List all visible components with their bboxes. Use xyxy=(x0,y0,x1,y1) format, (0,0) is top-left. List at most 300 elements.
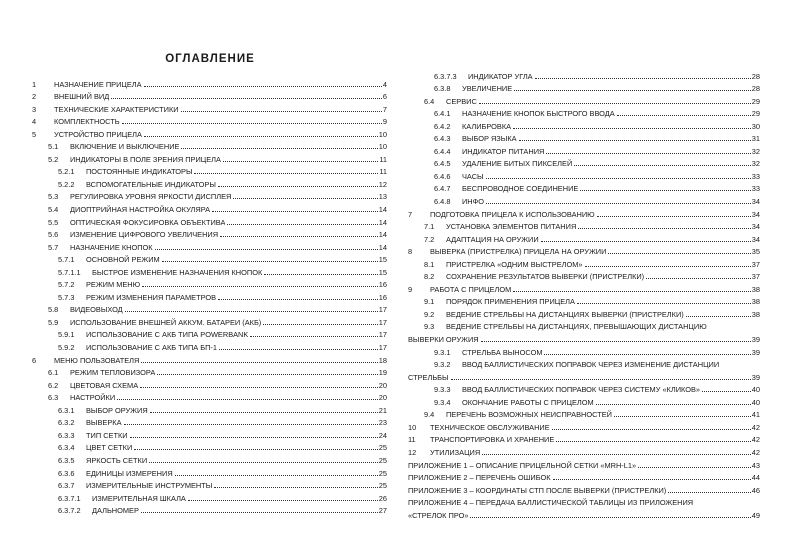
toc-entry-number: 10 xyxy=(408,422,417,432)
toc-page-number: 24 xyxy=(378,430,387,440)
toc-entry[interactable] xyxy=(32,314,387,327)
toc-entry-title: ЦВЕТОВАЯ СХЕМА xyxy=(70,380,139,390)
toc-entry-title: СТРЕЛЬБЫ xyxy=(408,372,449,382)
toc-entry-title: ПРИЛОЖЕНИЕ 2 – ПЕРЕЧЕНЬ ОШИБОК xyxy=(408,473,551,483)
toc-entry-title: УДАЛЕНИЕ БИТЫХ ПИКСЕЛЕЙ xyxy=(462,159,573,169)
toc-entry[interactable] xyxy=(32,101,387,114)
toc-entry-title: ОСНОВНОЙ РЕЖИМ xyxy=(86,255,160,265)
toc-dot-leader xyxy=(481,341,751,342)
toc-entry[interactable] xyxy=(32,440,387,453)
toc-entry[interactable] xyxy=(32,176,387,189)
toc-entry[interactable] xyxy=(408,394,760,407)
toc-entry-title: ЕДИНИЦЫ ИЗМЕРЕНИЯ xyxy=(86,468,173,478)
toc-page-number: 17 xyxy=(378,317,387,327)
toc-entry-number: 4 xyxy=(32,117,37,127)
toc-dot-leader xyxy=(212,211,378,212)
toc-entry-title: ПЕРЕЧЕНЬ ВОЗМОЖНЫХ НЕИСПРАВНОСТЕЙ xyxy=(446,410,612,420)
toc-entry-number: 6.4 xyxy=(424,96,435,106)
toc-entry[interactable] xyxy=(408,319,760,332)
toc-dot-leader xyxy=(546,153,750,154)
toc-entry-title: НАЗНАЧЕНИЕ КНОПОК БЫСТРОГО ВВОДА xyxy=(462,109,615,119)
toc-dot-leader xyxy=(140,387,378,388)
toc-dot-leader xyxy=(155,249,378,250)
toc-page-number: 33 xyxy=(751,171,760,181)
toc-entry[interactable] xyxy=(408,331,760,344)
toc-entry[interactable] xyxy=(32,339,387,352)
toc-entry[interactable] xyxy=(32,227,387,240)
toc-entry[interactable] xyxy=(32,277,387,290)
toc-page-number: 25 xyxy=(378,481,387,491)
toc-dot-leader xyxy=(130,437,378,438)
toc-dot-leader xyxy=(513,291,751,292)
toc-dot-leader xyxy=(218,299,378,300)
toc-page-number: 19 xyxy=(378,368,387,378)
toc-dot-leader xyxy=(181,111,382,112)
toc-entry-title: ВЫБОР ЯЗЫКА xyxy=(462,134,517,144)
toc-entry-title: ИНДИКАТОР УГЛА xyxy=(468,71,533,81)
toc-entry-number: 6.1 xyxy=(48,368,59,378)
toc-entry[interactable] xyxy=(32,327,387,340)
toc-page-number: 28 xyxy=(751,84,760,94)
toc-entry-title: ВВОД БАЛЛИСТИЧЕСКИХ ПОПРАВОК ЧЕРЕЗ СИСТЕМУ «КЛИКОВ» xyxy=(462,385,701,395)
toc-entry[interactable] xyxy=(408,131,760,144)
toc-entry-number: 9.3.1 xyxy=(434,347,451,357)
toc-entry-title: ВИДЕОВЫХОД xyxy=(70,305,123,315)
toc-entry-number: 5.9.2 xyxy=(58,343,75,353)
toc-entry-number: 6 xyxy=(32,355,37,365)
toc-entry-number: 5.8 xyxy=(48,305,59,315)
toc-page-number: 39 xyxy=(751,335,760,345)
toc-entry-title: АДАПТАЦИЯ НА ОРУЖИИ xyxy=(446,234,539,244)
toc-dot-leader xyxy=(124,424,378,425)
toc-dot-leader xyxy=(519,140,751,141)
toc-entry[interactable] xyxy=(408,168,760,181)
toc-entry-number: 9.2 xyxy=(424,309,435,319)
toc-dot-leader xyxy=(535,78,751,79)
toc-entry[interactable] xyxy=(32,201,387,214)
toc-entry[interactable] xyxy=(408,407,760,420)
toc-page-number: 39 xyxy=(751,372,760,382)
toc-page-number: 40 xyxy=(751,385,760,395)
toc-dot-leader xyxy=(227,224,377,225)
toc-entry[interactable] xyxy=(408,118,760,131)
toc-entry[interactable] xyxy=(408,181,760,194)
toc-page-number: 34 xyxy=(751,197,760,207)
toc-entry-number: 6.2 xyxy=(48,380,59,390)
toc-page-number: 13 xyxy=(378,192,387,202)
toc-page-number: 26 xyxy=(378,493,387,503)
toc-page-number: 10 xyxy=(378,129,387,139)
toc-entry[interactable] xyxy=(32,252,387,265)
toc-dot-leader xyxy=(577,303,751,304)
toc-entry[interactable] xyxy=(408,382,760,395)
toc-entry-number: 5.2.1 xyxy=(58,167,75,177)
toc-page-number: 49 xyxy=(751,510,760,520)
toc-entry-title: ВЕДЕНИЕ СТРЕЛЬБЫ НА ДИСТАНЦИЯХ, ПРЕВЫШАЮЩИХ ДИСТАНЦИЮ xyxy=(446,322,707,332)
toc-entry[interactable] xyxy=(408,482,760,495)
toc-entry-number: 9.1 xyxy=(424,297,435,307)
toc-entry[interactable] xyxy=(32,352,387,365)
toc-entry-title: ЧАСЫ xyxy=(462,171,484,181)
toc-entry-title: ПОСТОЯННЫЕ ИНДИКАТОРЫ xyxy=(86,167,193,177)
toc-page-number: 14 xyxy=(378,217,387,227)
toc-entry-number: 6.3.6 xyxy=(58,468,75,478)
toc-entry-number: 5.7.3 xyxy=(58,292,75,302)
toc-page-number: 38 xyxy=(751,309,760,319)
toc-page-number: 15 xyxy=(378,255,387,265)
toc-dot-leader xyxy=(111,98,382,99)
toc-entry[interactable] xyxy=(408,244,760,257)
toc-dot-leader xyxy=(175,475,378,476)
toc-dot-leader xyxy=(134,449,377,450)
toc-dot-leader xyxy=(479,103,751,104)
toc-entry-title: ДИОПТРИЙНАЯ НАСТРОЙКА ОКУЛЯРА xyxy=(70,205,211,215)
toc-dot-leader xyxy=(574,165,750,166)
toc-entry-number: 11 xyxy=(408,435,416,445)
toc-dot-leader xyxy=(142,286,378,287)
toc-entry-title: ИЗМЕРИТЕЛЬНАЯ ШКАЛА xyxy=(92,493,186,503)
toc-entry[interactable] xyxy=(408,68,760,81)
toc-entry-number: 5.2.2 xyxy=(58,179,75,189)
toc-entry-title: НАЗНАЧЕНИЕ ПРИЦЕЛА xyxy=(54,79,142,89)
toc-entry[interactable] xyxy=(32,365,387,378)
toc-page-number: 14 xyxy=(378,242,387,252)
toc-entry-title: ПРИЛОЖЕНИЕ 1 – ОПИСАНИЕ ПРИЦЕЛЬНОЙ СЕТКИ «MRH-L1» xyxy=(408,460,637,470)
toc-entry[interactable] xyxy=(32,377,387,390)
toc-entry-title: ТЕХНИЧЕСКОЕ ОБСЛУЖИВАНИЕ xyxy=(430,422,550,432)
toc-entry-title: КАЛИБРОВКА xyxy=(462,121,512,131)
toc-page-number: 42 xyxy=(751,447,760,457)
toc-entry[interactable] xyxy=(32,139,387,152)
toc-page-number: 15 xyxy=(378,267,387,277)
toc-page-number: 4 xyxy=(382,79,387,89)
toc-dot-leader xyxy=(552,429,751,430)
toc-entry[interactable] xyxy=(408,357,760,370)
toc-dot-leader xyxy=(157,374,377,375)
toc-entry-title: ДАЛЬНОМЕР xyxy=(92,506,139,516)
toc-dot-leader xyxy=(486,178,751,179)
toc-page-number: 6 xyxy=(382,92,387,102)
toc-entry[interactable] xyxy=(408,156,760,169)
toc-page-number: 35 xyxy=(751,247,760,257)
toc-entry-title: СТРЕЛЬБА ВЫНОСОМ xyxy=(462,347,543,357)
toc-entry-title: МЕНЮ ПОЛЬЗОВАТЕЛЯ xyxy=(54,355,140,365)
toc-entry-title: РЕЖИМ ТЕПЛОВИЗОРА xyxy=(70,368,156,378)
toc-entry[interactable] xyxy=(32,415,387,428)
toc-page-number: 21 xyxy=(378,405,387,415)
toc-entry-number: 6.3.7.1 xyxy=(58,493,81,503)
toc-entry[interactable] xyxy=(32,289,387,302)
toc-dot-leader xyxy=(188,500,378,501)
toc-entry-number: 7.1 xyxy=(424,222,435,232)
toc-dot-leader xyxy=(219,349,378,350)
toc-dot-leader xyxy=(608,253,750,254)
toc-entry-title: РАБОТА С ПРИЦЕЛОМ xyxy=(430,284,512,294)
toc-page-number: 39 xyxy=(751,347,760,357)
toc-page-number: 7 xyxy=(382,104,387,114)
toc-entry[interactable] xyxy=(408,432,760,445)
toc-entry-number: 6.3.5 xyxy=(58,455,75,465)
toc-entry[interactable] xyxy=(408,457,760,470)
toc-page-number: 23 xyxy=(378,418,387,428)
toc-entry-number: 6.4.3 xyxy=(434,134,451,144)
toc-entry-title: ЯРКОСТЬ СЕТКИ xyxy=(86,455,148,465)
toc-entry-title: СЕРВИС xyxy=(446,96,477,106)
toc-entry-number: 9.4 xyxy=(424,410,435,420)
toc-entry[interactable] xyxy=(32,76,387,89)
toc-page-number: 37 xyxy=(751,272,760,282)
toc-entry[interactable] xyxy=(32,151,387,164)
toc-page-number: 38 xyxy=(751,284,760,294)
toc-entry[interactable] xyxy=(32,164,387,177)
toc-dot-leader xyxy=(214,487,377,488)
toc-page-number: 37 xyxy=(751,259,760,269)
toc-dot-leader xyxy=(482,454,751,455)
toc-entry-number: 6.3.8 xyxy=(434,84,451,94)
toc-dot-leader xyxy=(578,228,750,229)
toc-entry-title: ИСПОЛЬЗОВАНИЕ С АКБ ТИПА POWERBANK xyxy=(86,330,249,340)
toc-entry-number: 6.3.3 xyxy=(58,430,75,440)
toc-page-number: 41 xyxy=(751,410,760,420)
toc-entry-number: 6.3.2 xyxy=(58,418,75,428)
toc-entry-title: ВВОД БАЛЛИСТИЧЕСКИХ ПОПРАВОК ЧЕРЕЗ ИЗМЕНЕНИЕ ДИСТАНЦИИ xyxy=(462,360,720,370)
toc-dot-leader xyxy=(181,148,377,149)
toc-entry[interactable] xyxy=(32,478,387,491)
toc-dot-leader xyxy=(646,278,751,279)
toc-entry[interactable] xyxy=(408,281,760,294)
toc-entry[interactable] xyxy=(32,490,387,503)
toc-entry[interactable] xyxy=(408,369,760,382)
toc-dot-leader xyxy=(250,336,377,337)
toc-entry-number: 5.7.1 xyxy=(58,255,75,265)
toc-entry[interactable] xyxy=(408,231,760,244)
toc-entry-title: НАЗНАЧЕНИЕ КНОПОК xyxy=(70,242,153,252)
toc-entry[interactable] xyxy=(32,214,387,227)
toc-entry-number: 9.3 xyxy=(424,322,435,332)
toc-entry-number: 5.7 xyxy=(48,242,59,252)
toc-entry-number: 7 xyxy=(408,209,413,219)
toc-entry[interactable] xyxy=(408,470,760,483)
toc-page-number: 29 xyxy=(751,96,760,106)
toc-entry-title: БЕСПРОВОДНОЕ СОЕДИНЕНИЕ xyxy=(462,184,579,194)
toc-dot-leader xyxy=(541,241,751,242)
toc-page-number: 17 xyxy=(378,305,387,315)
toc-page-number: 29 xyxy=(751,109,760,119)
toc-dot-leader xyxy=(233,198,377,199)
toc-entry-number: 6.3.7.2 xyxy=(58,506,81,516)
toc-entry-title: ИНФО xyxy=(462,197,485,207)
toc-entry-title: ПРИЛОЖЕНИЕ 4 – ПЕРЕДАЧА БАЛЛИСТИЧЕСКОЙ ТАБЛИЦЫ ИЗ ПРИЛОЖЕНИЯ xyxy=(408,498,694,508)
toc-dot-leader xyxy=(263,324,377,325)
toc-entry-number: 9 xyxy=(408,284,413,294)
toc-page-number: 9 xyxy=(382,117,387,127)
toc-entry[interactable] xyxy=(408,206,760,219)
toc-entry-title: ПОРЯДОК ПРИМЕНЕНИЯ ПРИЦЕЛА xyxy=(446,297,575,307)
toc-entry-number: 5.7.2 xyxy=(58,280,75,290)
toc-entry-title: ВЕДЕНИЕ СТРЕЛЬБЫ НА ДИСТАНЦИЯХ ВЫВЕРКИ (ПРИСТРЕЛКИ) xyxy=(446,309,684,319)
toc-entry-number: 9.3.3 xyxy=(434,385,451,395)
toc-dot-leader xyxy=(451,379,751,380)
toc-entry-title: РЕГУЛИРОВКА УРОВНЯ ЯРКОСТИ ДИСПЛЕЯ xyxy=(70,192,232,202)
toc-entry-title: ИЗМЕРИТЕЛЬНЫЕ ИНСТРУМЕНТЫ xyxy=(86,481,213,491)
toc-page-number: 20 xyxy=(378,380,387,390)
toc-entry-title: НАСТРОЙКИ xyxy=(70,393,116,403)
toc-page-number: 14 xyxy=(378,205,387,215)
toc-entry-title: СОХРАНЕНИЕ РЕЗУЛЬТАТОВ ВЫВЕРКИ (ПРИСТРЕЛКИ) xyxy=(446,272,645,282)
toc-page-number: 27 xyxy=(378,506,387,516)
toc-entry-number: 2 xyxy=(32,92,37,102)
toc-entry-number: 5.4 xyxy=(48,205,59,215)
toc-entry[interactable] xyxy=(32,189,387,202)
toc-entry-number: 9.3.2 xyxy=(434,360,451,370)
toc-page-number: 43 xyxy=(751,460,760,470)
toc-dot-leader xyxy=(638,467,751,468)
toc-dot-leader xyxy=(614,416,751,417)
toc-entry[interactable] xyxy=(32,465,387,478)
toc-dot-leader xyxy=(122,123,382,124)
toc-entry-number: 6.3.1 xyxy=(58,405,75,415)
toc-entry[interactable] xyxy=(32,89,387,102)
toc-entry-number: 6.3 xyxy=(48,393,59,403)
toc-entry[interactable] xyxy=(32,302,387,315)
toc-entry[interactable] xyxy=(408,81,760,94)
toc-entry[interactable] xyxy=(408,419,760,432)
toc-dot-leader xyxy=(585,266,751,267)
toc-entry-number: 5.3 xyxy=(48,192,59,202)
toc-entry-number: 6.3.7.3 xyxy=(434,71,457,81)
toc-page-number: 14 xyxy=(378,230,387,240)
toc-entry-title: ТИП СЕТКИ xyxy=(86,430,128,440)
toc-entry[interactable] xyxy=(408,106,760,119)
toc-dot-leader xyxy=(141,512,378,513)
toc-entry-number: 5.2 xyxy=(48,154,59,164)
toc-dot-leader xyxy=(264,274,378,275)
toc-entry-number: 6.4.2 xyxy=(434,121,451,131)
toc-entry-number: 6.4.5 xyxy=(434,159,451,169)
toc-entry[interactable] xyxy=(408,507,760,520)
toc-entry[interactable] xyxy=(408,444,760,457)
toc-dot-leader xyxy=(220,236,378,237)
toc-dot-leader xyxy=(117,399,378,400)
toc-entry[interactable] xyxy=(32,264,387,277)
toc-page-number: 32 xyxy=(751,159,760,169)
toc-dot-leader xyxy=(556,441,750,442)
toc-entry-title: ВЫВЕРКИ ОРУЖИЯ xyxy=(408,335,479,345)
page-title: ОГЛАВЛЕНИЕ xyxy=(165,53,255,65)
toc-entry-number: 5 xyxy=(32,129,37,139)
toc-page-number: 28 xyxy=(751,71,760,81)
toc-entry-title: УСТАНОВКА ЭЛЕМЕНТОВ ПИТАНИЯ xyxy=(446,222,577,232)
toc-entry-title: ВКЛЮЧЕНИЕ И ВЫКЛЮЧЕНИЕ xyxy=(70,142,180,152)
toc-entry-number: 7.2 xyxy=(424,234,435,244)
toc-entry-number: 5.9 xyxy=(48,317,59,327)
toc-entry[interactable] xyxy=(32,126,387,139)
toc-entry[interactable] xyxy=(32,390,387,403)
toc-entry[interactable] xyxy=(408,193,760,206)
toc-dot-leader xyxy=(218,186,378,187)
toc-page-number: 38 xyxy=(751,297,760,307)
toc-dot-leader xyxy=(513,128,751,129)
toc-page-number: 11 xyxy=(379,154,387,164)
toc-entry-title: ИНДИКАТОРЫ В ПОЛЕ ЗРЕНИЯ ПРИЦЕЛА xyxy=(70,154,221,164)
toc-entry[interactable] xyxy=(408,306,760,319)
toc-page-number: 46 xyxy=(751,485,760,495)
toc-entry-title: ТЕХНИЧЕСКИЕ ХАРАКТЕРИСТИКИ xyxy=(54,104,179,114)
toc-entry-title: УТИЛИЗАЦИЯ xyxy=(430,447,481,457)
toc-entry[interactable] xyxy=(408,269,760,282)
toc-dot-leader xyxy=(514,90,751,91)
toc-entry-title: УВЕЛИЧЕНИЕ xyxy=(462,84,513,94)
toc-entry-number: 3 xyxy=(32,104,37,114)
toc-page-number: 11 xyxy=(379,167,387,177)
toc-entry[interactable] xyxy=(32,402,387,415)
toc-entry-number: 12 xyxy=(408,447,417,457)
toc-entry-number: 9.3.4 xyxy=(434,397,451,407)
toc-entry-number: 5.6 xyxy=(48,230,59,240)
toc-entry-title: ИЗМЕНЕНИЕ ЦИФРОВОГО УВЕЛИЧЕНИЯ xyxy=(70,230,219,240)
toc-entry[interactable] xyxy=(408,294,760,307)
toc-page-number: 42 xyxy=(751,422,760,432)
toc-left-column xyxy=(32,76,387,515)
toc-page-number: 20 xyxy=(378,393,387,403)
toc-page-number: 32 xyxy=(751,146,760,156)
toc-dot-leader xyxy=(141,362,377,363)
toc-entry-number: 5.9.1 xyxy=(58,330,75,340)
toc-entry[interactable] xyxy=(408,219,760,232)
toc-dot-leader xyxy=(470,517,750,518)
toc-entry[interactable] xyxy=(32,427,387,440)
toc-entry[interactable] xyxy=(408,495,760,508)
toc-entry-title: ПОДГОТОВКА ПРИЦЕЛА К ИСПОЛЬЗОВАНИЮ xyxy=(430,209,595,219)
toc-entry-title: ОКОНЧАНИЕ РАБОТЫ С ПРИЦЕЛОМ xyxy=(462,397,594,407)
toc-entry-number: 6.3.7 xyxy=(58,481,75,491)
toc-page-number: 31 xyxy=(751,134,760,144)
toc-entry-number: 5.7.1.1 xyxy=(58,267,81,277)
toc-entry-title: ЦВЕТ СЕТКИ xyxy=(86,443,133,453)
toc-entry-number: 8 xyxy=(408,247,413,257)
toc-entry[interactable] xyxy=(408,256,760,269)
toc-entry[interactable] xyxy=(32,452,387,465)
toc-entry-number: 6.4.7 xyxy=(434,184,451,194)
toc-dot-leader xyxy=(617,115,751,116)
toc-entry-number: 8.2 xyxy=(424,272,435,282)
toc-entry-number: 1 xyxy=(32,79,37,89)
toc-entry-number: 5.1 xyxy=(48,142,59,152)
toc-entry-number: 6.4.4 xyxy=(434,146,451,156)
toc-entry-title: «СТРЕЛОК ПРО» xyxy=(408,510,469,520)
toc-page-number: 17 xyxy=(378,343,387,353)
toc-entry[interactable] xyxy=(32,503,387,516)
toc-entry-title: ВНЕШНИЙ ВИД xyxy=(54,92,110,102)
toc-entry[interactable] xyxy=(32,239,387,252)
toc-page-number: 25 xyxy=(378,455,387,465)
toc-entry-title: ИСПОЛЬЗОВАНИЕ С АКБ ТИПА БП-1 xyxy=(86,343,218,353)
toc-entry[interactable] xyxy=(408,93,760,106)
toc-entry-title: РЕЖИМ ИЗМЕНЕНИЯ ПАРАМЕТРОВ xyxy=(86,292,217,302)
toc-dot-leader xyxy=(144,136,378,137)
toc-entry-number: 6.3.4 xyxy=(58,443,75,453)
toc-page-number: 42 xyxy=(751,435,760,445)
toc-entry[interactable] xyxy=(408,143,760,156)
toc-entry-title: УСТРОЙСТВО ПРИЦЕЛА xyxy=(54,129,142,139)
toc-entry-title: ИСПОЛЬЗОВАНИЕ ВНЕШНЕЙ АККУМ. БАТАРЕИ (АКБ) xyxy=(70,317,262,327)
toc-dot-leader xyxy=(686,316,751,317)
toc-dot-leader xyxy=(597,216,751,217)
toc-entry[interactable] xyxy=(32,114,387,127)
toc-entry[interactable] xyxy=(408,344,760,357)
toc-dot-leader xyxy=(544,354,750,355)
toc-page-number: 18 xyxy=(378,355,387,365)
